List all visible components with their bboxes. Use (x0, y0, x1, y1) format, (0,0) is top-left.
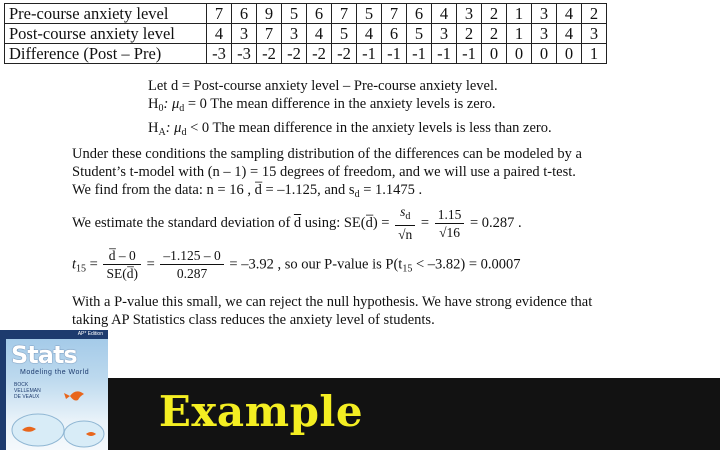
standard-error-equation: We estimate the standard deviation of $\overline{d}$ using: SE(d̅) = $\frac{s_d}{√n}$ = $\frac{1.15}{√16}$ = 0.287 . (72, 204, 522, 242)
table-row (5, 44, 607, 64)
conclusion-line1: With a P-value this small, we can reject the null hypothesis. We have strong evidence that (72, 294, 593, 310)
cover-edition: AP* Edition (77, 331, 103, 337)
table-cell: -1 (432, 44, 457, 64)
table-cell: 7 (257, 24, 282, 44)
table-cell: -3 (207, 44, 232, 64)
table-row (5, 4, 607, 24)
table-cell: 2 (482, 4, 507, 24)
table-cell: 4 (207, 24, 232, 44)
table-row (5, 24, 607, 44)
table-cell: -1 (457, 44, 482, 64)
table-cell: 6 (232, 4, 257, 24)
table-cell: 6 (307, 4, 332, 24)
table-cell: -2 (282, 44, 307, 64)
t-fraction-numeric: $\frac{-1.125 - 0}{0.287}$ (160, 248, 223, 282)
table-cell: 2 (582, 4, 607, 24)
table-cell: 0 (557, 44, 582, 64)
table-cell: 4 (432, 4, 457, 24)
table-cell: 5 (282, 4, 307, 24)
se-fraction-numeric: $\frac{1.15}{√16}$ (435, 207, 465, 241)
row-label: Pre-course anxiety level (5, 4, 207, 24)
table-cell: 9 (257, 4, 282, 24)
table-cell: 4 (357, 24, 382, 44)
table-cell: -1 (357, 44, 382, 64)
table-cell: 1 (582, 44, 607, 64)
define-d-line: Let d = Post-course anxiety level – Pre-course anxiety level. (148, 78, 498, 94)
table-cell: 2 (482, 24, 507, 44)
stats-book-cover (0, 330, 108, 450)
table-cell: 4 (557, 24, 582, 44)
table-cell: 7 (382, 4, 407, 24)
fishbowl-right (64, 421, 104, 447)
table-cell: 6 (382, 24, 407, 44)
table-cell: 2 (457, 24, 482, 44)
table-cell: 0 (507, 44, 532, 64)
table-cell: 0 (482, 44, 507, 64)
fishbowl-left (12, 414, 64, 446)
table-cell: 1 (507, 4, 532, 24)
cover-authors: BOCK VELLEMAN DE VEAUX (14, 382, 41, 400)
goldfish-jumping (70, 391, 84, 400)
table-cell: 7 (332, 4, 357, 24)
alternative-hypothesis: $H_A$: $\mu_d < 0$ The mean difference in the anxiety levels is less than zero. (148, 120, 552, 138)
table-cell: -2 (307, 44, 332, 64)
goldfish-tail (64, 393, 70, 399)
null-hypothesis: $H_0$: $\mu_d = 0$ The mean difference in the anxiety levels is zero. (148, 96, 496, 114)
table-cell: 1 (507, 24, 532, 44)
table-cell: 3 (432, 24, 457, 44)
cover-subtitle: Modeling the World (20, 369, 90, 376)
anxiety-data-table (4, 3, 607, 64)
table-cell: 5 (407, 24, 432, 44)
table-cell: -3 (232, 44, 257, 64)
t-fraction-symbolic: $\frac{d̅ - 0}{SE(d̅)}$ (103, 248, 141, 282)
t-statistic-equation: $t_{15}$ = $\frac{d̅ - 0}{SE(d̅)}$ = $\frac{-1.125 - 0}{0.287}$ = –3.92 , so our P-value is $P(t_{15} < -3.82) = 0.0007$ (72, 248, 521, 281)
table-cell: -1 (382, 44, 407, 64)
table-cell: 3 (532, 4, 557, 24)
paragraph-conditions-line2: Student’s t-model with (n – 1) = 15 degrees of freedom, and we will use a paired t-test. (72, 164, 576, 180)
table-cell: 5 (357, 4, 382, 24)
conclusion-line2: taking AP Statistics class reduces the anxiety level of students. (72, 312, 435, 328)
table-cell: 6 (407, 4, 432, 24)
table-cell: 3 (582, 24, 607, 44)
paragraph-data-summary: We find from the data: n = 16 , d̅ = –1.125, and $s_d = 1.1475$ . (72, 182, 423, 200)
table-cell: 4 (557, 4, 582, 24)
table-cell: -1 (407, 44, 432, 64)
se-fraction-symbolic: $\frac{s_d}{√n}$ (395, 204, 415, 243)
table-cell: 5 (332, 24, 357, 44)
table-cell: -2 (257, 44, 282, 64)
row-label: Difference (Post – Pre) (5, 44, 207, 64)
table-cell: 3 (457, 4, 482, 24)
table-cell: 7 (207, 4, 232, 24)
table-cell: 4 (307, 24, 332, 44)
goldfish-bowl-illustration (0, 330, 108, 450)
table-cell: 3 (232, 24, 257, 44)
cover-title: Stats (11, 341, 77, 369)
banner-title: Example (158, 387, 364, 436)
table-cell: -2 (332, 44, 357, 64)
table-cell: 3 (282, 24, 307, 44)
table-cell: 3 (532, 24, 557, 44)
paragraph-conditions-line1: Under these conditions the sampling distribution of the differences can be modeled by a (72, 146, 582, 162)
row-label: Post-course anxiety level (5, 24, 207, 44)
table-cell: 0 (532, 44, 557, 64)
